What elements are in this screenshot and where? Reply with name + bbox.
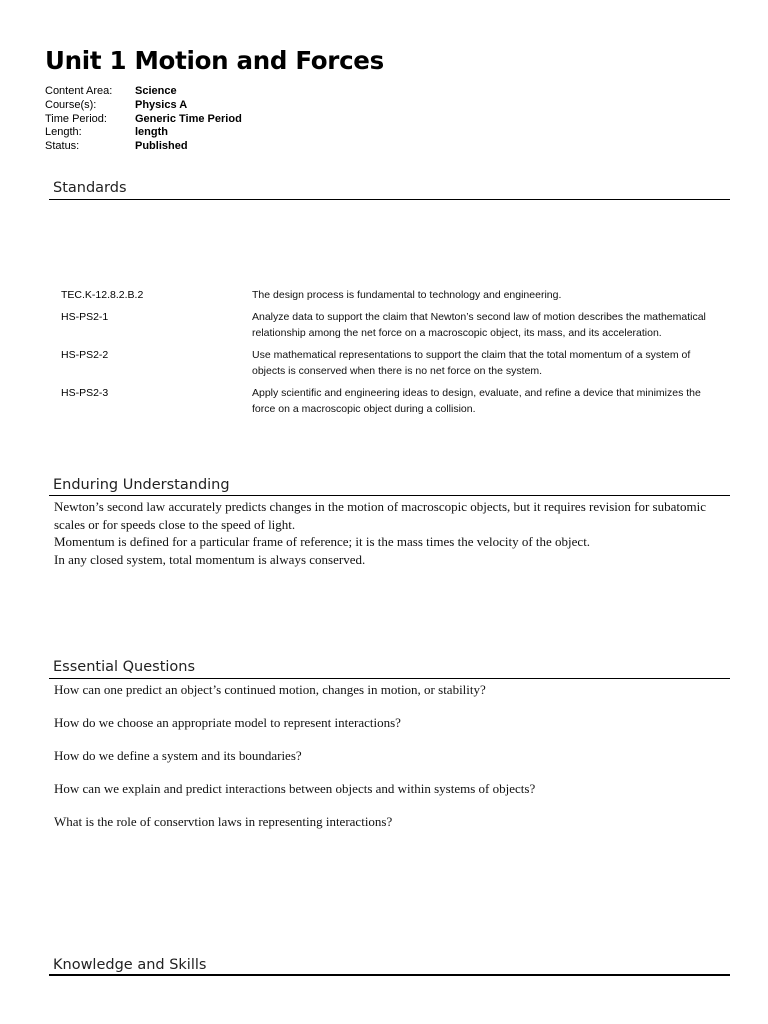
standard-code: TEC.K-12.8.2.B.2 — [61, 289, 144, 301]
meta-label: Status: — [45, 140, 80, 153]
enduring-understanding-line: Newton’s second law accurately predicts changes in the motion of macroscopic objects, but it requires revision for subatomic scales or for speeds close to the speed of light. — [54, 499, 706, 532]
meta-row-status — [45, 139, 242, 153]
essential-questions-heading: Essential Questions — [53, 659, 196, 675]
standard-code: HS-PS2-2 — [61, 349, 109, 361]
enduring-understanding-body — [54, 498, 734, 568]
standards-table — [61, 287, 721, 423]
standard-code: HS-PS2-3 — [61, 387, 109, 399]
meta-value: Science — [135, 85, 177, 97]
standard-description: The design process is fundamental to technology and engineering. — [252, 289, 562, 301]
enduring-understanding-divider — [49, 495, 730, 496]
standards-heading: Standards — [53, 180, 127, 196]
meta-value: Generic Time Period — [135, 112, 242, 125]
standard-description: Use mathematical representations to support the claim that the total momentum of a system of objects is conserved when there is no net force on the system. — [252, 349, 691, 377]
meta-row-time-period — [45, 112, 242, 126]
standards-divider — [49, 199, 730, 200]
standard-row — [61, 309, 721, 341]
enduring-understanding-heading: Enduring Understanding — [53, 477, 230, 493]
meta-row-courses — [45, 98, 242, 112]
meta-row-content-area — [45, 84, 242, 98]
standard-row — [61, 385, 721, 417]
knowledge-skills-heading: Knowledge and Skills — [53, 957, 207, 973]
meta-label: Length: — [45, 126, 82, 139]
enduring-understanding-line: Momentum is defined for a particular frame of reference; it is the mass times the velocity of the object. — [54, 534, 591, 549]
unit-metadata — [45, 84, 242, 153]
meta-label: Time Period: — [45, 112, 107, 125]
standard-row — [61, 347, 721, 379]
knowledge-skills-divider — [49, 974, 730, 976]
meta-row-length — [45, 125, 242, 139]
essential-question: How can one predict an object’s continued motion, changes in motion, or stability? — [54, 682, 486, 697]
essential-question: What is the role of conservtion laws in representing interactions? — [54, 814, 393, 829]
meta-label: Content Area: — [45, 85, 113, 97]
standard-code: HS-PS2-1 — [61, 311, 109, 323]
meta-value: length — [135, 126, 168, 139]
page-title: Unit 1 Motion and Forces — [45, 46, 384, 75]
meta-value: Physics A — [135, 98, 188, 111]
essential-questions-list — [54, 681, 734, 846]
essential-question: How do we choose an appropriate model to represent interactions? — [54, 715, 401, 730]
standard-description: Apply scientific and engineering ideas to design, evaluate, and refine a device that minimizes the force on a macroscopic object during a collision. — [252, 387, 701, 415]
standard-description: Analyze data to support the claim that Newton’s second law of motion describes the mathematical relationship among the net force on a macroscopic object, its mass, and its acceleration. — [252, 311, 706, 339]
standard-row — [61, 287, 721, 303]
meta-label: Course(s): — [45, 98, 97, 111]
meta-value: Published — [135, 140, 188, 153]
enduring-understanding-line: In any closed system, total momentum is always conserved. — [54, 551, 366, 567]
essential-question: How do we define a system and its boundaries? — [54, 748, 302, 763]
essential-questions-divider — [49, 678, 730, 679]
essential-question: How can we explain and predict interactions between objects and within systems of objects? — [54, 781, 536, 796]
